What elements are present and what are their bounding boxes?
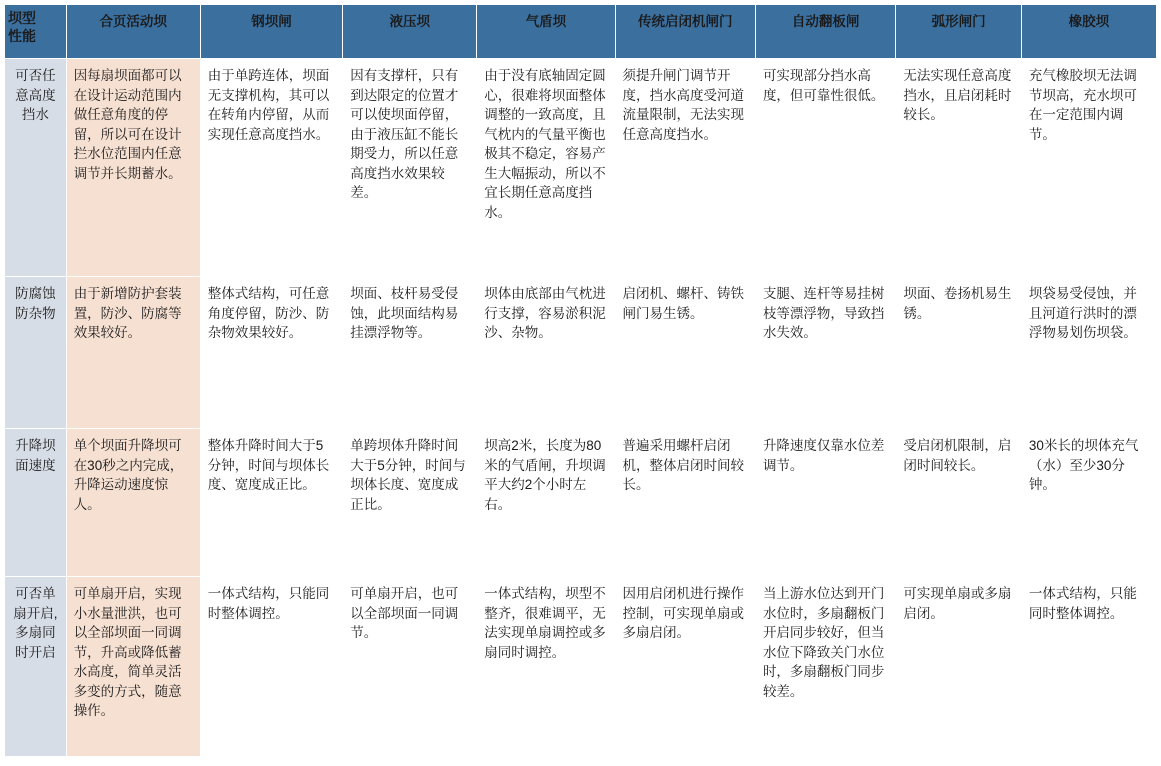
- row-label-0: 可否任意高度挡水: [5, 59, 67, 277]
- cell-1-1: 整体式结构，可任意角度停留，防沙、防杂物效果较好。: [200, 277, 343, 429]
- column-header-0: 合页活动坝: [66, 5, 200, 59]
- table-header-row: [5, 5, 1157, 59]
- cell-1-2: 坝面、枝杆易受侵蚀，此坝面结构易挂漂浮物等。: [343, 277, 477, 429]
- cell-2-6: 受启闭机限制，启闭时间较长。: [896, 429, 1022, 577]
- column-header-6: 弧形闸门: [896, 5, 1022, 59]
- cell-3-3: 一体式结构，坝型不整齐，很难调平，无法实现单扇调控或多扇同时调控。: [477, 577, 615, 757]
- column-header-3: 气盾坝: [477, 5, 615, 59]
- cell-1-4: 启闭机、螺杆、铸铁闸门易生锈。: [615, 277, 755, 429]
- cell-2-2: 单跨坝体升降时间大于5分钟，时间与坝体长度、宽度成正比。: [343, 429, 477, 577]
- cell-2-3: 坝高2米，长度为80米的气盾闸，升坝调平大约2个小时左右。: [477, 429, 615, 577]
- table-row: [5, 429, 1157, 577]
- cell-0-3: 由于没有底轴固定圆心，很难将坝面整体调整的一致高度，且气枕内的气量平衡也极其不稳定，容易产生大幅振动，所以不宜长期任意高度挡水。: [477, 59, 615, 277]
- cell-0-0: 因每扇坝面都可以在设计运动范围内做任意角度的停留，所以可在设计拦水位范围内任意调节并长期蓄水。: [66, 59, 200, 277]
- table-row: [5, 277, 1157, 429]
- cell-3-4: 因用启闭机进行操作控制，可实现单扇或多扇启闭。: [615, 577, 755, 757]
- cell-1-0: 由于新增防护套装置，防沙、防腐等效果较好。: [66, 277, 200, 429]
- cell-2-0: 单个坝面升降坝可在30秒之内完成，升降运动速度惊人。: [66, 429, 200, 577]
- column-header-1: 钢坝闸: [200, 5, 343, 59]
- cell-3-5: 当上游水位达到开门水位时，多扇翻板门开启同步较好，但当水位下降致关门水位时，多扇翻板门同步较差。: [755, 577, 895, 757]
- cell-1-5: 支腿、连杆等易挂树枝等漂浮物，导致挡水失效。: [755, 277, 895, 429]
- cell-0-6: 无法实现任意高度挡水，且启闭耗时较长。: [896, 59, 1022, 277]
- corner-label-performance: 性能: [8, 28, 36, 45]
- cell-0-2: 因有支撑杆，只有到达限定的位置才可以使坝面停留，由于液压缸不能长期受力，所以任意高度挡水效果较差。: [343, 59, 477, 277]
- cell-2-7: 30米长的坝体充气（水）至少30分钟。: [1021, 429, 1156, 577]
- row-label-3: 可否单扇开启,多扇同时开启: [5, 577, 67, 757]
- comparison-sheet: [0, 4, 1161, 766]
- cell-0-5: 可实现部分挡水高度，但可靠性很低。: [755, 59, 895, 277]
- cell-3-7: 一体式结构，只能同时整体调控。: [1021, 577, 1156, 757]
- cell-3-0: 可单扇开启，实现小水量泄洪，也可以全部坝面一同调节，升高或降低蓄水高度，简单灵活多变的方式，随意操作。: [66, 577, 200, 757]
- cell-1-7: 坝袋易受侵蚀，并且河道行洪时的漂浮物易划伤坝袋。: [1021, 277, 1156, 429]
- corner-label-dam-type: 坝型: [8, 10, 36, 26]
- column-header-4: 传统启闭机闸门: [615, 5, 755, 59]
- cell-0-4: 须提升闸门调节开度，挡水高度受河道流量限制，无法实现任意高度挡水。: [615, 59, 755, 277]
- column-header-2: 液压坝: [343, 5, 477, 59]
- cell-0-1: 由于单跨连体，坝面无支撑机构，其可以在转角内停留，从而实现任意高度挡水。: [200, 59, 343, 277]
- cell-3-1: 一体式结构，只能同时整体调控。: [200, 577, 343, 757]
- cell-2-5: 升降速度仅靠水位差调节。: [755, 429, 895, 577]
- table-row: [5, 577, 1157, 757]
- cell-1-3: 坝体由底部由气枕进行支撑，容易淤积泥沙、杂物。: [477, 277, 615, 429]
- cell-0-7: 充气橡胶坝无法调节坝高，充水坝可在一定范围内调节。: [1021, 59, 1156, 277]
- cell-1-6: 坝面、卷扬机易生锈。: [896, 277, 1022, 429]
- column-header-5: 自动翻板闸: [755, 5, 895, 59]
- row-label-2: 升降坝面速度: [5, 429, 67, 577]
- cell-2-1: 整体升降时间大于5分钟，时间与坝体长度、宽度成正比。: [200, 429, 343, 577]
- cell-2-4: 普遍采用螺杆启闭机，整体启闭时间较长。: [615, 429, 755, 577]
- table-row: [5, 59, 1157, 277]
- column-header-7: 橡胶坝: [1021, 5, 1156, 59]
- cell-3-6: 可实现单扇或多扇启闭。: [896, 577, 1022, 757]
- dam-type-comparison-table: [4, 4, 1157, 757]
- table-corner-header: [5, 5, 67, 59]
- row-label-1: 防腐蚀防杂物: [5, 277, 67, 429]
- cell-3-2: 可单扇开启，也可以全部坝面一同调节。: [343, 577, 477, 757]
